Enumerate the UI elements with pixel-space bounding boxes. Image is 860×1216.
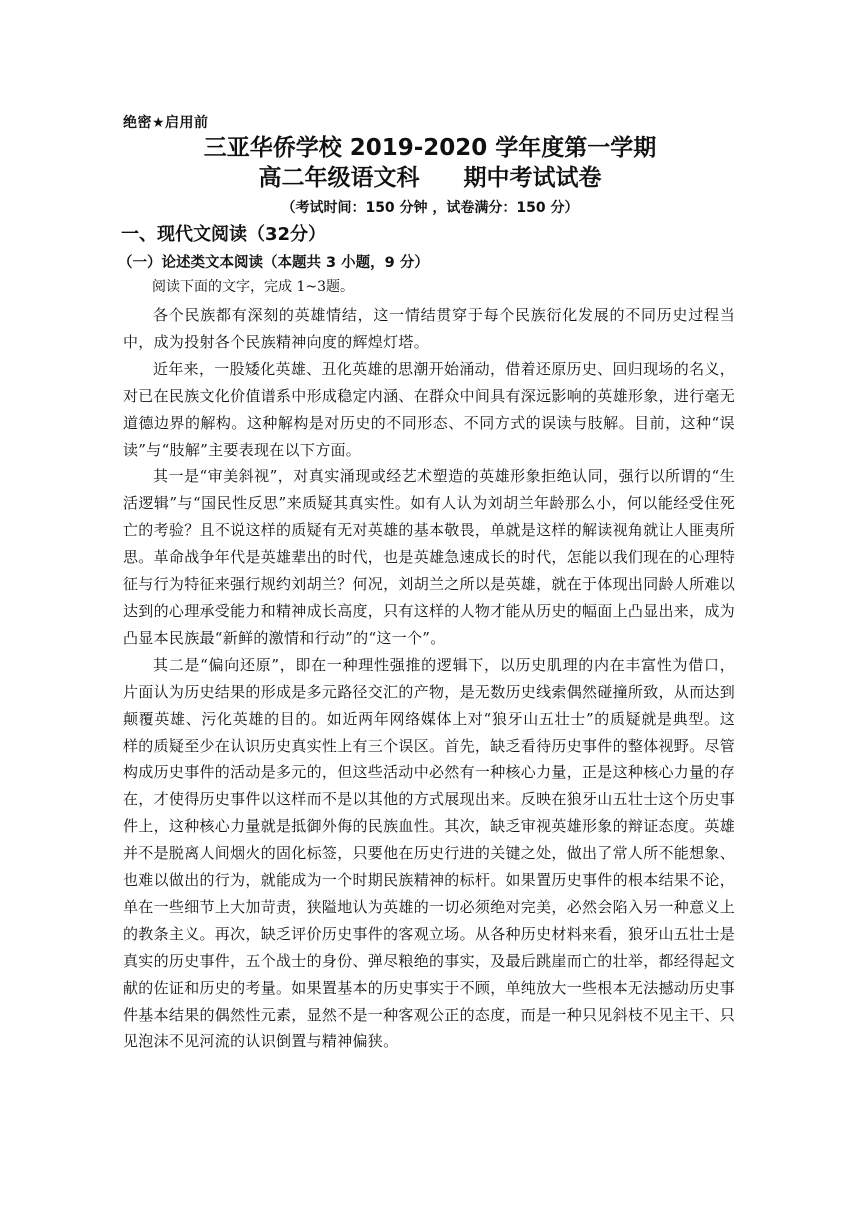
exam-title-left: 高二年级语文科 [258,165,420,191]
section-title: 一、现代文阅读（32分） [121,224,327,245]
subsection-title: （一）论述类文本阅读（本题共 3 小题，9 分） [118,255,429,271]
exam-title-right: 期中考试试卷 [463,165,602,191]
exam-title [0,163,860,193]
exam-info: （考试时间：150 分钟 ，试卷满分：150 分） [281,200,579,216]
reading-instruction: 阅读下面的文字，完成 1~3题。 [152,279,354,295]
passage-paragraph: 各个民族都有深刻的英雄情结，这一情结贯穿于每个民族衍化发展的不同历史过程当中，成为投射各个民族精神向度的辉煌灯塔。 [123,306,735,351]
passage-body [123,302,735,1055]
passage-paragraph: 近年来，一股矮化英雄、丑化英雄的思潮开始涌动，借着还原历史、回归现场的名义，对已在民族文化价值谱系中形成稳定内涵、在群众中间具有深远影响的英雄形象，进行毫无道德边界的解构。这种解构是对历史的不同形态、不同方式的误读与肢解。目前，这种“误读”与“肢解”主要表现在以下方面。 [123,359,736,459]
passage-paragraph: 其二是“偏向还原”，即在一种理性强推的逻辑下，以历史肌理的内在丰富性为借口，片面认为历史结果的形成是多元路径交汇的产物，是无数历史线索偶然碰撞所致，从而达到颠覆英雄、污化英雄的目的。如近两年网络媒体上对“狼牙山五壮士”的质疑就是典型。这样的质疑至少在认识历史真实性上有三个误区。首先，缺乏看待历史事件的整体视野。尽管构成历史事件的活动是多元的，但这些活动中必然有一种核心力量，正是这种核心力量的存在，才使得历史事件以这样而不是以其他的方式展现出来。反映在狼牙山五壮士这个历史事件上，这种核心力量就是抵御外侮的民族血性。其次，缺乏审视英雄形象的辩证态度。英雄并不是脱离人间烟火的固化标签，只要他在历史行进的关键之处，做出了常人所不能想象、也难以做出的行为，就能成为一个时期民族精神的标杆。如果置历史事件的根本结果不论，单在一些细节上大加苛责，狭隘地认为英雄的一切必须绝对完美，必然会陷入另一种意义上的教条主义。再次，缺乏评价历史事件的客观立场。从各种历史材料来看，狼牙山五壮士是真实的历史事件，五个战士的身份、弹尽粮绝的事实，及最后跳崖而亡的壮举，都经得起文献的佐证和历史的考量。如果置基本的历史事实于不顾，单纯放大一些根本无法撼动历史事件基本结果的偶然性元素，显然不是一种客观公正的态度，而是一种只见斜枝不见主干、只见泡沫不见河流的认识倒置与精神偏狭。 [123,655,736,1051]
classified-label: 绝密★启用前 [123,115,209,131]
passage-paragraph: 其一是“审美斜视”，对真实涌现或经艺术塑造的英雄形象拒绝认同，强行以所谓的“生活逻辑”与“国民性反思”来质疑其真实性。如有人认为刘胡兰年龄那么小，何以能经受住死亡的考验？且不说这样的质疑有无对英雄的基本敬畏，单就是这样的解读视角就让人匪夷所思。革命战争年代是英雄辈出的时代，也是英雄急速成长的时代，怎能以我们现在的心理特征与行为特征来强行规约刘胡兰？何况，刘胡兰之所以是英雄，就在于体现出同龄人所难以达到的心理承受能力和精神成长高度，只有这样的人物才能从历史的幅面上凸显出来，成为凸显本民族最“新鲜的激情和行动”的“这一个”。 [123,467,736,647]
school-title: 三亚华侨学校 2019-2020 学年度第一学期 [203,135,657,161]
